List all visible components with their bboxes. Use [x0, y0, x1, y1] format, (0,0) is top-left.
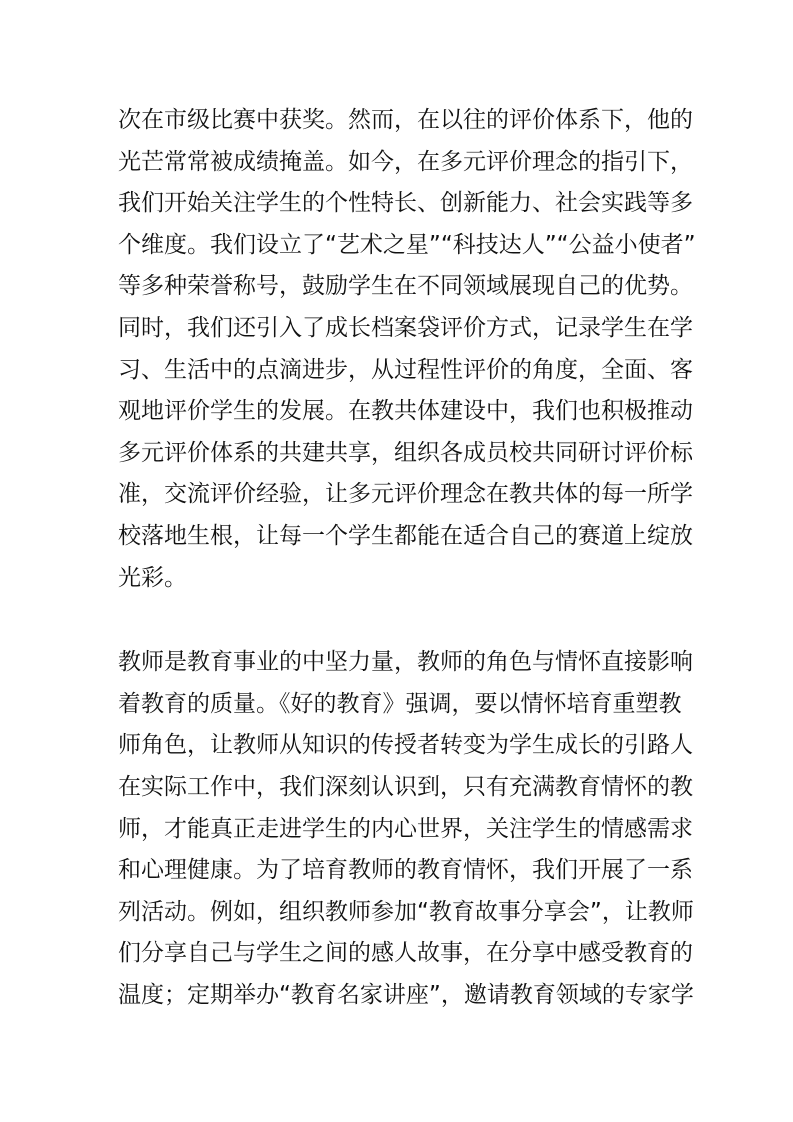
text-line: 教师是教育事业的中坚力量，教师的角色与情怀直接影响 — [118, 649, 693, 676]
text-line: 在实际工作中，我们深刻认识到，只有充满教育情怀的教 — [118, 773, 693, 800]
text-line: 列活动。例如，组织教师参加“教育故事分享会”，让教师 — [118, 898, 694, 925]
text-line: 次在市级比赛中获奖。然而，在以往的评价体系下，他的 — [118, 107, 693, 133]
page-content — [118, 100, 696, 1016]
text-line: 光芒常常被成绩掩盖。如今，在多元评价理念的指引下， — [118, 148, 693, 175]
text-line: 多元评价体系的共建共享，组织各成员校共同研讨评价标 — [118, 439, 693, 466]
text-line: 校落地生根，让每一个学生都能在适合自己的赛道上绽放 — [118, 522, 693, 549]
text-line: 准，交流评价经验，让多元评价理念在教共体的每一所学 — [118, 481, 693, 508]
paragraph-2 — [118, 642, 694, 1016]
text-line: 着教育的质量。《好的教育》强调，要以情怀培育重塑教 — [118, 690, 682, 717]
text-line: 习、生活中的点滴进步，从过程性评价的角度，全面、客 — [118, 356, 693, 383]
text-line: 同时，我们还引入了成长档案袋评价方式，记录学生在学 — [118, 314, 693, 341]
text-line: 等多种荣誉称号，鼓励学生在不同领域展现自己的优势。 — [118, 273, 693, 300]
text-line: 光彩。 — [118, 564, 187, 591]
text-line: 个维度。我们设立了“艺术之星”“科技达人”“公益小使者” — [118, 231, 696, 258]
text-line: 观地评价学生的发展。在教共体建设中，我们也积极推动 — [118, 398, 693, 425]
text-line: 和心理健康。为了培育教师的教育情怀，我们开展了一系 — [118, 857, 693, 884]
text-line: 们分享自己与学生之间的感人故事，在分享中感受教育的 — [118, 940, 693, 967]
paragraph-1 — [118, 100, 696, 599]
text-line: 我们开始关注学生的个性特长、创新能力、社会实践等多 — [118, 190, 693, 217]
text-line: 师，才能真正走进学生的内心世界，关注学生的情感需求 — [118, 815, 693, 842]
text-line: 温度；定期举办“教育名家讲座”，邀请教育领域的专家学 — [118, 981, 694, 1008]
text-line: 师角色，让教师从知识的传授者转变为学生成长的引路人 — [118, 732, 693, 759]
